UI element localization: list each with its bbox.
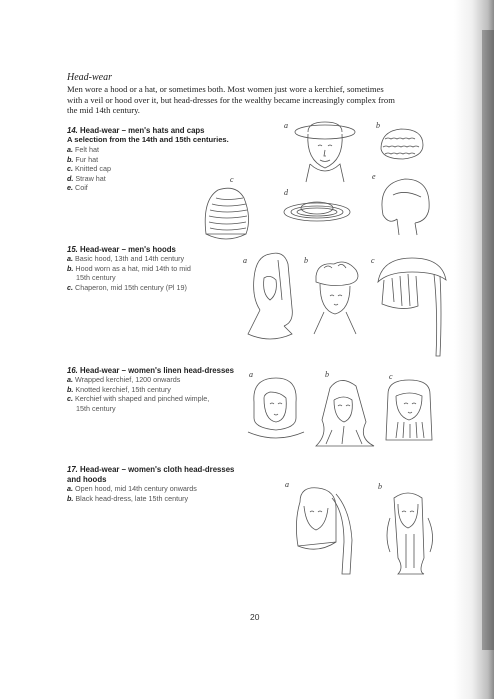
section-14-title-text: Head-wear – men's hats and caps bbox=[80, 126, 205, 135]
binding-shadow bbox=[482, 30, 494, 650]
figure-label: e bbox=[372, 172, 376, 181]
section-17-number: 17. bbox=[67, 465, 78, 474]
straw-hat-illustration bbox=[282, 196, 352, 224]
figure-label: c bbox=[230, 175, 234, 184]
item-letter: b. bbox=[67, 154, 74, 164]
figure-label: c bbox=[371, 256, 375, 265]
felt-hat-illustration bbox=[290, 120, 360, 185]
section-15-title-text: Head-wear – men's hoods bbox=[80, 245, 176, 254]
section-17-title-text: Head-wear – women's cloth head-dresses bbox=[80, 465, 235, 474]
item-letter: a. bbox=[67, 484, 73, 493]
section-15-number: 15. bbox=[67, 245, 78, 254]
list-item bbox=[67, 484, 197, 494]
chaperon-illustration bbox=[372, 252, 452, 360]
list-item bbox=[67, 164, 111, 174]
section-16-title-text: Head-wear – women's linen head-dresses bbox=[80, 366, 234, 375]
item-text: Knitted cap bbox=[75, 164, 111, 173]
item-text: Wrapped kerchief, 1200 onwards bbox=[75, 375, 181, 384]
section-14-subtitle: A selection from the 14th and 15th centuries. bbox=[67, 135, 229, 144]
section-17-title bbox=[67, 465, 234, 484]
item-text: Basic hood, 13th and 14th century bbox=[75, 254, 185, 263]
list-item bbox=[67, 394, 209, 413]
item-text-continued: 15th century bbox=[76, 403, 116, 413]
item-letter: a. bbox=[67, 254, 73, 263]
section-16-list bbox=[67, 375, 209, 413]
item-text: Coif bbox=[75, 183, 88, 192]
figure-label: a bbox=[285, 480, 289, 489]
figure-label: a bbox=[249, 370, 253, 379]
figure-label: a bbox=[284, 121, 288, 130]
figure-label: a bbox=[243, 256, 247, 265]
item-letter: c. bbox=[67, 394, 73, 403]
item-letter: d. bbox=[67, 173, 74, 183]
fur-hat-illustration bbox=[377, 125, 427, 163]
knitted-cap-illustration bbox=[196, 184, 254, 246]
list-item bbox=[67, 283, 191, 293]
page-edge-shadow bbox=[454, 0, 494, 699]
item-text: Felt hat bbox=[75, 145, 99, 154]
item-text: Kerchief with shaped and pinched wimple, bbox=[75, 394, 210, 403]
list-item bbox=[67, 174, 111, 184]
open-hood-illustration bbox=[288, 482, 368, 578]
page-number: 20 bbox=[250, 612, 260, 622]
item-text: Chaperon, mid 15th century (Pl 19) bbox=[75, 282, 187, 292]
intro-paragraph: Men wore a hood or a hat, or sometimes both. Most women just wore a kerchief, sometimes with a veil or hood over it, but head-dresses for the wealthy became increasingly complex from the mid 14th century. bbox=[67, 84, 395, 115]
black-head-dress-illustration bbox=[378, 488, 444, 578]
section-14-number: 14. bbox=[67, 126, 78, 135]
list-item bbox=[67, 155, 111, 165]
section-15-list bbox=[67, 254, 191, 292]
wimple-kerchief-illustration bbox=[378, 374, 440, 448]
coif-illustration bbox=[375, 175, 435, 237]
list-item bbox=[67, 254, 191, 264]
item-letter: a. bbox=[67, 375, 73, 384]
section-17-title-continued: and hoods bbox=[67, 474, 107, 484]
section-heading: Head-wear bbox=[67, 72, 112, 83]
item-text: Black head-dress, late 15th century bbox=[75, 493, 189, 503]
item-text: Knotted kerchief, 15th century bbox=[75, 384, 171, 394]
item-text-continued: 15th century bbox=[76, 273, 116, 282]
item-text: Hood worn as a hat, mid 14th to mid bbox=[75, 263, 191, 273]
figure-label: d bbox=[284, 188, 288, 197]
item-letter: c. bbox=[67, 282, 73, 292]
item-text: Straw hat bbox=[75, 173, 106, 183]
list-item bbox=[67, 145, 111, 155]
list-item bbox=[67, 264, 191, 283]
figure-label: b bbox=[378, 482, 382, 491]
section-14-list bbox=[67, 145, 111, 193]
item-letter: c. bbox=[67, 164, 73, 173]
list-item bbox=[67, 494, 197, 504]
item-text: Open hood, mid 14th century onwards bbox=[75, 484, 197, 493]
hood-as-hat-illustration bbox=[306, 258, 364, 336]
section-16-number: 16. bbox=[67, 366, 78, 375]
figure-label: b bbox=[325, 370, 329, 379]
knotted-kerchief-illustration bbox=[308, 374, 380, 450]
figure-label: b bbox=[376, 121, 380, 130]
item-letter: e. bbox=[67, 183, 73, 192]
list-item bbox=[67, 183, 111, 193]
item-letter: b. bbox=[67, 263, 74, 273]
list-item bbox=[67, 375, 209, 385]
item-letter: b. bbox=[67, 384, 74, 394]
item-letter: a. bbox=[67, 145, 73, 154]
figure-label: c bbox=[389, 372, 393, 381]
wrapped-kerchief-illustration bbox=[240, 372, 310, 442]
figure-label: b bbox=[304, 256, 308, 265]
item-letter: b. bbox=[67, 493, 74, 503]
basic-hood-illustration bbox=[240, 248, 298, 346]
list-item bbox=[67, 385, 209, 395]
section-17-list bbox=[67, 484, 197, 503]
item-text: Fur hat bbox=[75, 154, 99, 164]
